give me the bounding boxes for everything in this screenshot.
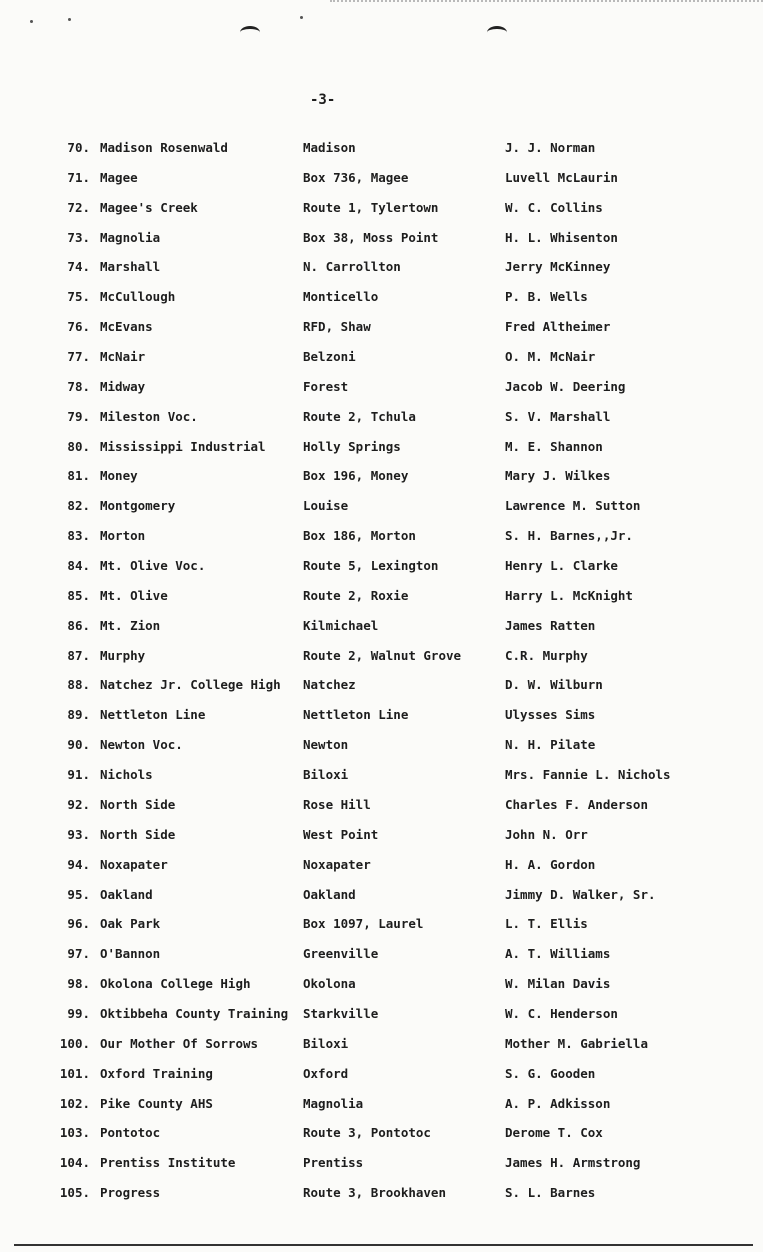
school-name: Okolona College High: [100, 976, 251, 991]
list-item: [0, 707, 763, 731]
school-address: Box 196, Money: [303, 468, 409, 483]
row-number: 78.: [67, 379, 90, 394]
principal-name: O. M. McNair: [505, 349, 596, 364]
row-number: 74.: [67, 259, 90, 274]
school-address: Noxapater: [303, 857, 371, 872]
row-number: 105.: [59, 1185, 90, 1200]
row-number: 98.: [67, 976, 90, 991]
school-address: Route 3, Pontotoc: [303, 1125, 431, 1140]
list-item: [0, 1125, 763, 1149]
principal-name: H. A. Gordon: [505, 857, 596, 872]
row-number: 103.: [59, 1125, 90, 1140]
principal-name: S. V. Marshall: [505, 409, 611, 424]
school-address: Forest: [303, 379, 349, 394]
list-item: [0, 259, 763, 283]
school-address: Box 38, Moss Point: [303, 230, 439, 245]
school-name: Natchez Jr. College High: [100, 677, 281, 692]
school-address: Box 186, Morton: [303, 528, 416, 543]
principal-name: James Ratten: [505, 618, 596, 633]
list-item: [0, 1036, 763, 1060]
school-name: Noxapater: [100, 857, 168, 872]
bottom-edge-line: [14, 1244, 753, 1246]
list-item: [0, 439, 763, 463]
school-name: McNair: [100, 349, 146, 364]
principal-name: Mother M. Gabriella: [505, 1036, 648, 1051]
school-name: Magee's Creek: [100, 200, 198, 215]
principal-name: Luvell McLaurin: [505, 170, 618, 185]
list-item: [0, 409, 763, 433]
principal-name: Ulysses Sims: [505, 707, 596, 722]
school-name: Marshall: [100, 259, 161, 274]
principal-name: P. B. Wells: [505, 289, 588, 304]
school-address: Magnolia: [303, 1096, 364, 1111]
list-item: [0, 468, 763, 492]
school-address: Biloxi: [303, 767, 349, 782]
school-name: Morton: [100, 528, 146, 543]
principal-name: James H. Armstrong: [505, 1155, 641, 1170]
school-address: Belzoni: [303, 349, 356, 364]
row-number: 88.: [67, 677, 90, 692]
school-address: Holly Springs: [303, 439, 401, 454]
row-number: 90.: [67, 737, 90, 752]
school-address: Route 2, Tchula: [303, 409, 416, 424]
list-item: [0, 1006, 763, 1030]
list-item: [0, 857, 763, 881]
row-number: 101.: [59, 1066, 90, 1081]
row-number: 75.: [67, 289, 90, 304]
principal-name: L. T. Ellis: [505, 916, 588, 931]
row-number: 73.: [67, 230, 90, 245]
list-item: [0, 976, 763, 1000]
school-name: Mt. Olive Voc.: [100, 558, 206, 573]
school-name: Oktibbeha County Training: [100, 1006, 289, 1021]
school-name: Pike County AHS: [100, 1096, 213, 1111]
principal-name: N. H. Pilate: [505, 737, 596, 752]
principal-name: Lawrence M. Sutton: [505, 498, 641, 513]
school-name: Madison Rosenwald: [100, 140, 228, 155]
principal-name: H. L. Whisenton: [505, 230, 618, 245]
row-number: 79.: [67, 409, 90, 424]
row-number: 97.: [67, 946, 90, 961]
row-number: 87.: [67, 648, 90, 663]
school-address: Route 1, Tylertown: [303, 200, 439, 215]
principal-name: W. Milan Davis: [505, 976, 611, 991]
row-number: 86.: [67, 618, 90, 633]
principal-name: Jimmy D. Walker, Sr.: [505, 887, 656, 902]
school-name: Mississippi Industrial: [100, 439, 266, 454]
school-name: Progress: [100, 1185, 161, 1200]
principal-name: A. T. Williams: [505, 946, 611, 961]
school-name: North Side: [100, 797, 176, 812]
principal-name: John N. Orr: [505, 827, 588, 842]
list-item: [0, 498, 763, 522]
list-item: [0, 588, 763, 612]
list-item: [0, 200, 763, 224]
school-name: Midway: [100, 379, 146, 394]
row-number: 96.: [67, 916, 90, 931]
list-item: [0, 140, 763, 164]
row-number: 83.: [67, 528, 90, 543]
list-item: [0, 827, 763, 851]
principal-name: C.R. Murphy: [505, 648, 588, 663]
principal-name: W. C. Henderson: [505, 1006, 618, 1021]
principal-name: Jacob W. Deering: [505, 379, 626, 394]
row-number: 99.: [67, 1006, 90, 1021]
list-item: [0, 349, 763, 373]
school-address: Oakland: [303, 887, 356, 902]
school-address: Route 3, Brookhaven: [303, 1185, 446, 1200]
principal-name: D. W. Wilburn: [505, 677, 603, 692]
school-name: Mileston Voc.: [100, 409, 198, 424]
principal-name: Derome T. Cox: [505, 1125, 603, 1140]
school-address: Box 1097, Laurel: [303, 916, 424, 931]
row-number: 71.: [67, 170, 90, 185]
row-number: 85.: [67, 588, 90, 603]
principal-name: Charles F. Anderson: [505, 797, 648, 812]
list-item: [0, 767, 763, 791]
school-address: Box 736, Magee: [303, 170, 409, 185]
school-name: Magnolia: [100, 230, 161, 245]
list-item: [0, 677, 763, 701]
school-name: Nettleton Line: [100, 707, 206, 722]
list-item: [0, 797, 763, 821]
school-address: Madison: [303, 140, 356, 155]
row-number: 84.: [67, 558, 90, 573]
list-item: [0, 558, 763, 582]
list-item: [0, 170, 763, 194]
list-item: [0, 528, 763, 552]
row-number: 82.: [67, 498, 90, 513]
row-number: 104.: [59, 1155, 90, 1170]
school-address: Starkville: [303, 1006, 379, 1021]
row-number: 100.: [59, 1036, 90, 1051]
principal-name: Harry L. McKnight: [505, 588, 633, 603]
speck: [68, 18, 71, 21]
list-item: [0, 1066, 763, 1090]
school-name: Oak Park: [100, 916, 161, 931]
school-address: Natchez: [303, 677, 356, 692]
school-name: Prentiss Institute: [100, 1155, 236, 1170]
row-number: 80.: [67, 439, 90, 454]
school-name: Magee: [100, 170, 138, 185]
principal-name: W. C. Collins: [505, 200, 603, 215]
principal-name: S. L. Barnes: [505, 1185, 596, 1200]
school-name: Nichols: [100, 767, 153, 782]
school-name: McEvans: [100, 319, 153, 334]
row-number: 92.: [67, 797, 90, 812]
school-name: O'Bannon: [100, 946, 161, 961]
top-edge-dots: [330, 0, 763, 6]
row-number: 72.: [67, 200, 90, 215]
row-number: 77.: [67, 349, 90, 364]
principal-name: Henry L. Clarke: [505, 558, 618, 573]
school-name: Money: [100, 468, 138, 483]
row-number: 91.: [67, 767, 90, 782]
school-name: McCullough: [100, 289, 176, 304]
speck: [30, 20, 33, 23]
school-name: Mt. Olive: [100, 588, 168, 603]
list-item: [0, 618, 763, 642]
row-number: 93.: [67, 827, 90, 842]
school-address: Rose Hill: [303, 797, 371, 812]
row-number: 89.: [67, 707, 90, 722]
list-item: [0, 916, 763, 940]
hole-punch-mark: [487, 26, 507, 39]
principal-name: Mary J. Wilkes: [505, 468, 611, 483]
school-name: Oakland: [100, 887, 153, 902]
list-item: [0, 379, 763, 403]
school-name: Murphy: [100, 648, 146, 663]
row-number: 95.: [67, 887, 90, 902]
list-item: [0, 887, 763, 911]
school-name: Oxford Training: [100, 1066, 213, 1081]
school-address: Monticello: [303, 289, 379, 304]
school-address: Prentiss: [303, 1155, 364, 1170]
principal-name: J. J. Norman: [505, 140, 596, 155]
principal-name: A. P. Adkisson: [505, 1096, 611, 1111]
hole-punch-mark: [240, 26, 260, 39]
row-number: 76.: [67, 319, 90, 334]
school-address: Kilmichael: [303, 618, 379, 633]
school-address: Okolona: [303, 976, 356, 991]
school-address: West Point: [303, 827, 379, 842]
list-item: [0, 230, 763, 254]
school-address: Biloxi: [303, 1036, 349, 1051]
school-name: Our Mother Of Sorrows: [100, 1036, 259, 1051]
school-address: Nettleton Line: [303, 707, 409, 722]
school-address: RFD, Shaw: [303, 319, 371, 334]
principal-name: M. E. Shannon: [505, 439, 603, 454]
list-item: [0, 319, 763, 343]
page-number: -3-: [310, 92, 336, 108]
school-name: Montgomery: [100, 498, 176, 513]
row-number: 70.: [67, 140, 90, 155]
school-address: Route 2, Roxie: [303, 588, 409, 603]
school-address: Oxford: [303, 1066, 349, 1081]
principal-name: S. G. Gooden: [505, 1066, 596, 1081]
list-item: [0, 737, 763, 761]
school-address: Louise: [303, 498, 349, 513]
list-item: [0, 1096, 763, 1120]
row-number: 102.: [59, 1096, 90, 1111]
list-item: [0, 648, 763, 672]
school-address: Greenville: [303, 946, 379, 961]
principal-name: Mrs. Fannie L. Nichols: [505, 767, 671, 782]
speck: [300, 16, 303, 19]
school-address: Route 5, Lexington: [303, 558, 439, 573]
list-item: [0, 1185, 763, 1209]
school-address: Route 2, Walnut Grove: [303, 648, 462, 663]
school-address: Newton: [303, 737, 349, 752]
school-name: North Side: [100, 827, 176, 842]
school-name: Pontotoc: [100, 1125, 161, 1140]
principal-name: Fred Altheimer: [505, 319, 611, 334]
principal-name: Jerry McKinney: [505, 259, 611, 274]
list-item: [0, 946, 763, 970]
school-address: N. Carrollton: [303, 259, 401, 274]
school-name: Newton Voc.: [100, 737, 183, 752]
list-item: [0, 289, 763, 313]
row-number: 81.: [67, 468, 90, 483]
list-item: [0, 1155, 763, 1179]
school-name: Mt. Zion: [100, 618, 161, 633]
principal-name: S. H. Barnes,,Jr.: [505, 528, 633, 543]
row-number: 94.: [67, 857, 90, 872]
